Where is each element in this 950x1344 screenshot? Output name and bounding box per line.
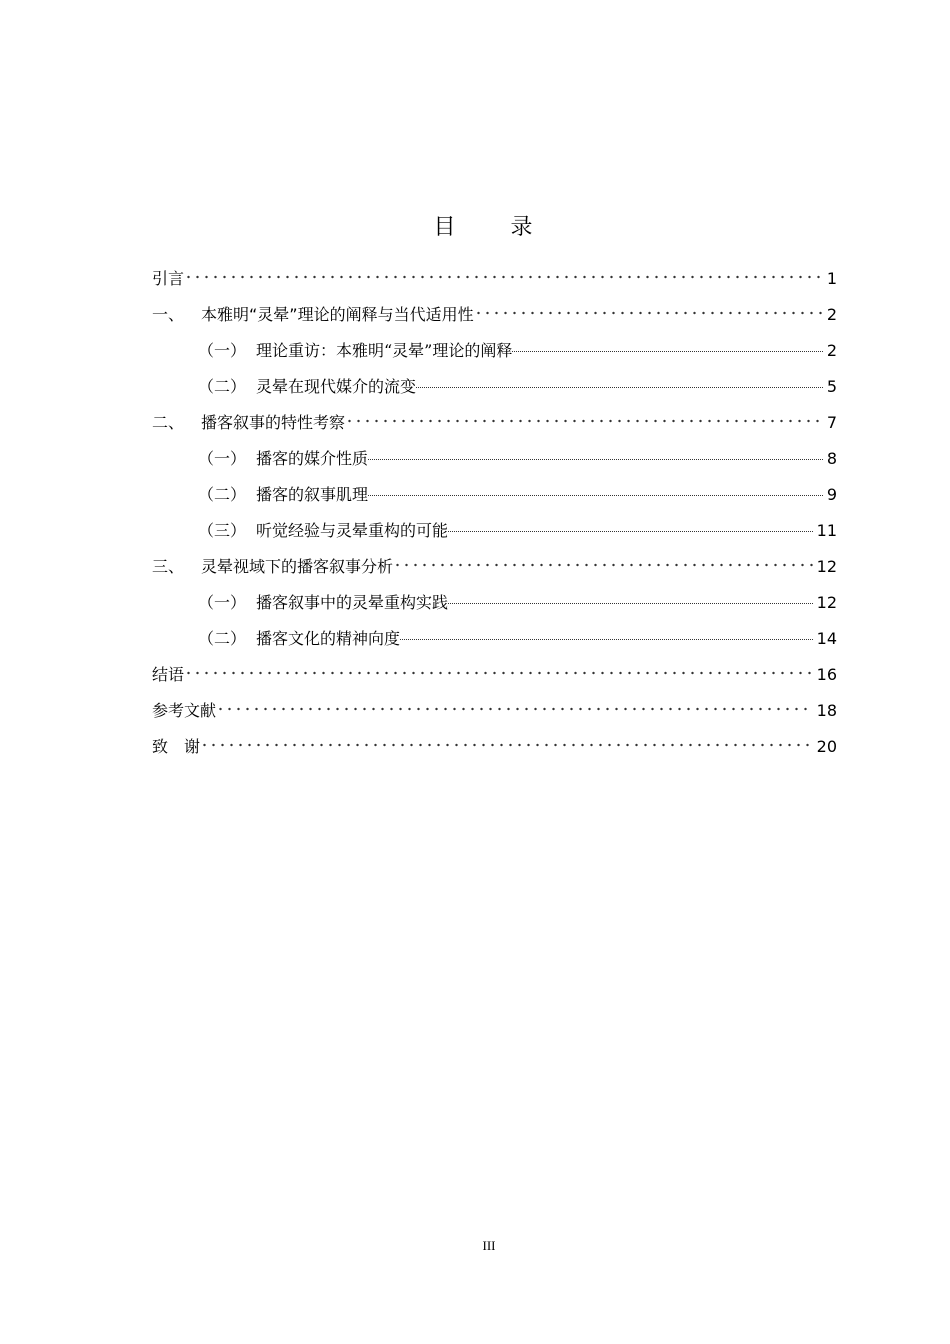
toc-entry-number: 一、: [152, 305, 185, 324]
toc-entry-text: 听觉经验与灵晕重构的可能: [256, 521, 449, 540]
dot-leader: [200, 743, 813, 747]
toc-entry-section-1-1[interactable]: [152, 336, 837, 372]
toc-entry-number: （二）: [198, 629, 247, 648]
toc-entry-page: 18: [816, 701, 837, 720]
toc-entry-text: 结语: [152, 665, 185, 684]
toc-entry-references[interactable]: [152, 696, 837, 732]
toc-entry-section-2-2[interactable]: [152, 480, 837, 516]
dot-leader: [216, 707, 813, 711]
toc-entry-page: 16: [816, 665, 837, 684]
toc-entry-section-3-2[interactable]: [152, 624, 837, 660]
toc-entry-text: 播客叙事的特性考察: [201, 413, 346, 432]
dot-leader: [368, 495, 823, 496]
dot-leader: [400, 639, 813, 640]
toc-entry-text: 播客的媒介性质: [256, 449, 369, 468]
toc-entry-text: 灵晕在现代媒介的流变: [256, 377, 417, 396]
toc-entry-page: 2: [826, 341, 837, 360]
toc-entry-page: 14: [816, 629, 837, 648]
dot-leader: [184, 275, 823, 279]
toc-entry-chapter-2[interactable]: [152, 408, 837, 444]
toc-entry-section-2-1[interactable]: [152, 444, 837, 480]
toc-entry-text: 灵晕视域下的播客叙事分析: [201, 557, 394, 576]
toc-entry-section-1-2[interactable]: [152, 372, 837, 408]
dot-leader: [416, 387, 823, 388]
dot-leader: [184, 671, 813, 675]
toc-entry-text: 播客的叙事肌理: [256, 485, 369, 504]
toc-entry-number: 三、: [152, 557, 185, 576]
toc-entry-chapter-3[interactable]: [152, 552, 837, 588]
dot-leader: [448, 603, 813, 604]
toc-entry-introduction[interactable]: [152, 264, 837, 300]
toc-entry-text: 致 谢: [152, 737, 201, 756]
toc-entry-number: （一）: [198, 593, 247, 612]
toc-entry-conclusion[interactable]: [152, 660, 837, 696]
toc-entry-number: （一）: [198, 341, 247, 360]
toc-entry-text: 理论重访：本雅明“灵晕”理论的阐释: [256, 341, 513, 360]
dot-leader: [512, 351, 822, 352]
dot-leader: [345, 419, 823, 423]
page-title: 目 录: [433, 215, 557, 240]
toc-entry-page: 12: [816, 557, 837, 576]
toc-entry-text: 播客文化的精神向度: [256, 629, 401, 648]
toc-entry-page: 1: [826, 269, 837, 288]
toc-entry-number: （二）: [198, 377, 247, 396]
toc-entry-number: （三）: [198, 521, 247, 540]
toc-entry-acknowledgements[interactable]: [152, 732, 837, 768]
page-number: III: [482, 1238, 496, 1253]
toc-entry-chapter-1[interactable]: [152, 300, 837, 336]
toc-entry-number: （一）: [198, 449, 247, 468]
toc-entry-page: 5: [826, 377, 837, 396]
toc-entry-number: 二、: [152, 413, 185, 432]
toc-entry-page: 8: [826, 449, 837, 468]
toc-entry-page: 20: [816, 737, 837, 756]
toc-entry-text: 参考文献: [152, 701, 217, 720]
dot-leader: [474, 311, 823, 315]
toc-entry-text: 播客叙事中的灵晕重构实践: [256, 593, 449, 612]
toc-entry-page: 11: [816, 521, 837, 540]
dot-leader: [368, 459, 823, 460]
toc-entry-text: 本雅明“灵晕”理论的阐释与当代适用性: [201, 305, 474, 324]
toc-entry-section-2-3[interactable]: [152, 516, 837, 552]
toc-entry-page: 12: [816, 593, 837, 612]
table-of-contents: [152, 264, 837, 768]
toc-entry-page: 7: [826, 413, 837, 432]
dot-leader: [393, 563, 813, 567]
toc-entry-text: 引言: [152, 269, 185, 288]
toc-entry-page: 9: [826, 485, 837, 504]
dot-leader: [448, 531, 813, 532]
toc-entry-page: 2: [826, 305, 837, 324]
toc-entry-number: （二）: [198, 485, 247, 504]
toc-entry-section-3-1[interactable]: [152, 588, 837, 624]
